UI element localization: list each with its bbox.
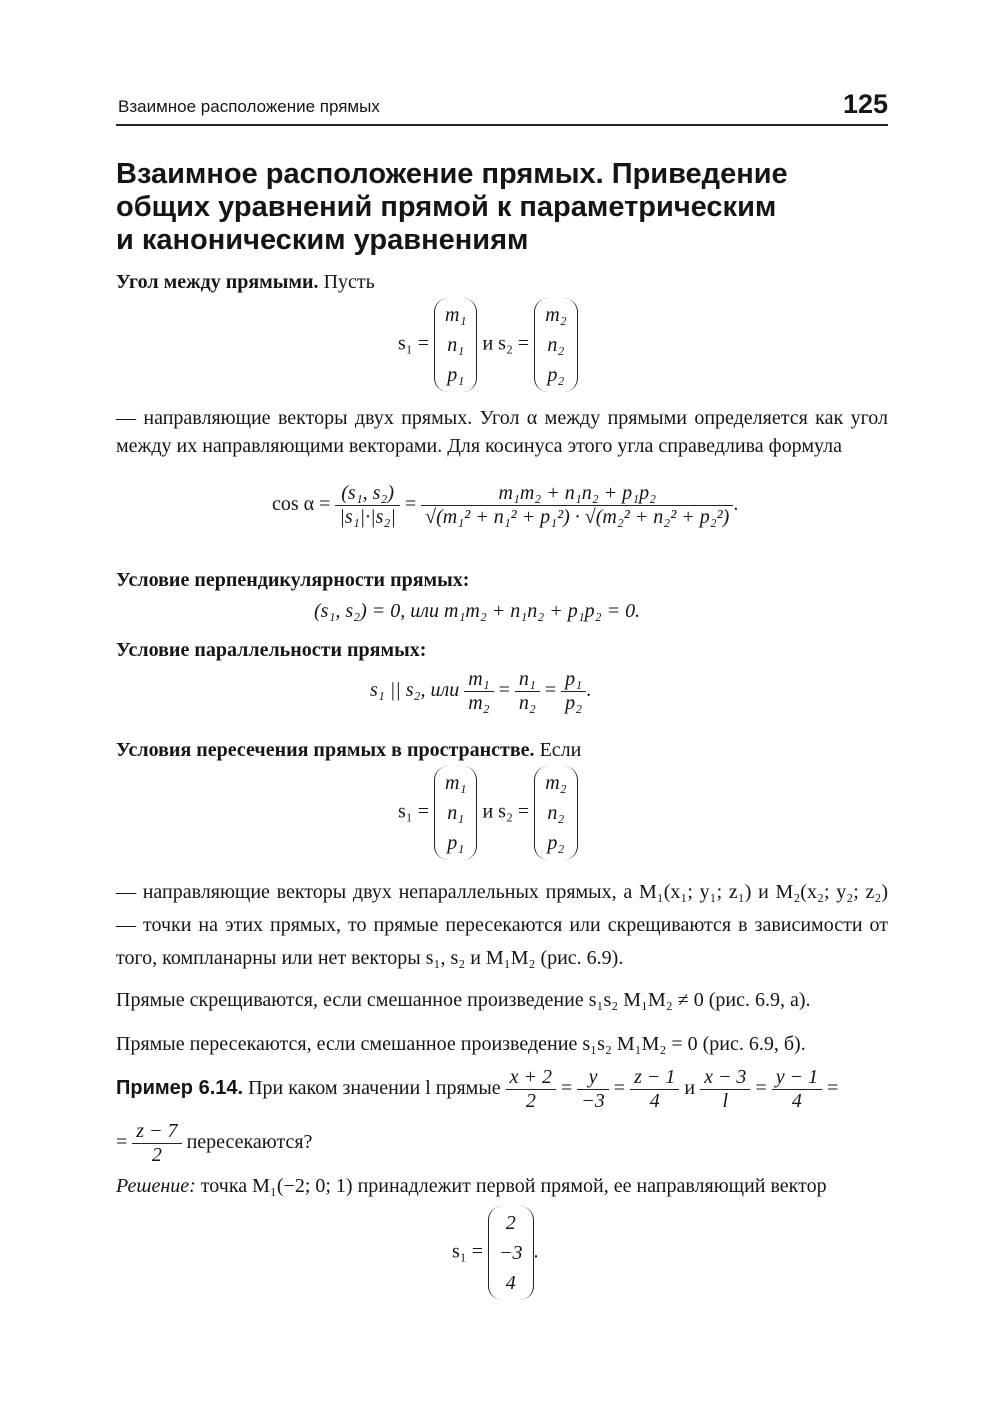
solution-line: [116, 1172, 888, 1200]
cos-formula: cos α = $\frac{\text{(s₁, s₂)}}{\text{|s₁|·|s₂|}}$ = $\frac{\text{m₁m₂ + n₁n₂ + p₁p₂}}{\text{√(m₁² + n₁² + p₁²) · √(m₂² + n₂² + p₂²)}}$ .: [272, 482, 739, 528]
matrix-entry: m₁: [445, 772, 467, 794]
equals-sign: =: [404, 493, 417, 516]
solution-text: точка M₁(−2; 0; 1) принадлежит первой прямой, ее направляющий вектор: [200, 1175, 827, 1197]
matrix-entry: −3: [499, 1242, 523, 1264]
equals-sign: =: [498, 679, 510, 702]
fraction-numerator: m₁: [464, 668, 493, 692]
s1-matrix: [488, 1206, 534, 1300]
matrix-entry: n₁: [447, 802, 465, 824]
angle-intro-line: [116, 268, 888, 296]
header-rule: [116, 124, 888, 126]
angle-text: — направляющие векторы двух прямых. Угол α между прямыми определяется как угол между их направляющими векторами. Для косинуса этого угла справедлива формула: [116, 407, 888, 457]
fraction-numerator: x − 3: [700, 1066, 750, 1090]
page-number: 125: [842, 89, 888, 119]
section-title-line: и каноническим уравнениям: [116, 224, 529, 256]
parallel-fraction-n: [515, 668, 540, 715]
matrix-entry: n₂: [547, 334, 565, 356]
fraction-denominator: 4: [791, 1090, 802, 1112]
fraction-denominator: −3: [581, 1090, 605, 1112]
s1-matrix: [434, 298, 477, 392]
s2-label: s₂ =: [498, 332, 530, 355]
s2-label: s₂ =: [498, 800, 530, 823]
matrix-entry: n₁: [447, 334, 465, 356]
s2-matrix: [534, 298, 577, 392]
skew-condition: Прямые скрещиваются, если смешанное произведение s₁s₂ M₁M₂ ≠ 0 (рис. 6.9, а).: [116, 989, 811, 1011]
fraction-numerator: m₁m₂ + n₁n₂ + p₁p₂: [421, 482, 733, 506]
perpendicular-heading: Условие перпендикулярности прямых:: [116, 569, 470, 591]
cos-fraction-1: [335, 482, 399, 529]
fraction-numerator: y: [577, 1066, 609, 1090]
matrix-entry: p₁: [447, 832, 465, 854]
example-line: Пример 6.14. При каком значении l прямые $\frac{x + 2}{2}$ = $\frac{y}{-3}$ = $\frac{z - 1}{4}$ и $\frac{x - 3}{l}$ = $\frac{y - 1}{4}$ =: [116, 1066, 839, 1112]
matrix-entry: m₂: [545, 304, 567, 326]
parallel-formula: s₁ || s₂, или $\frac{\text{m₁}}{\text{m₂}}$ = $\frac{\text{n₁}}{\text{n₂}}$ = $\frac{\text{p₁}}{\text{p₂}}$ .: [370, 668, 592, 714]
fraction-denominator: m₂: [468, 692, 490, 714]
and-word: и: [482, 800, 494, 823]
fraction-denominator: |s₁|·|s₂|: [339, 506, 396, 528]
cos-fraction-2: [421, 482, 733, 529]
fraction-numerator: y − 1: [772, 1066, 822, 1090]
solution-label: Решение:: [116, 1175, 196, 1197]
s1-label: s₁ =: [398, 332, 430, 355]
vectors-formula-1: [398, 298, 578, 392]
line1-fraction-x: [506, 1066, 556, 1113]
matrix-entry: p₂: [547, 364, 565, 386]
intersection-intro-line: [116, 736, 888, 764]
fraction-numerator: (s₁, s₂): [335, 482, 399, 506]
matrix-entry: 4: [505, 1272, 516, 1294]
angle-intro: Пусть: [323, 271, 375, 293]
section-title: [116, 158, 896, 257]
fraction-denominator: 2: [151, 1144, 162, 1166]
cos-lhs: cos α =: [272, 493, 331, 516]
and-word: и: [482, 332, 494, 355]
line1-fraction-y: [577, 1066, 609, 1113]
example-question: При каком значении l прямые: [248, 1077, 501, 1100]
fraction-denominator: l: [722, 1090, 729, 1112]
line2-fraction-x: [700, 1066, 750, 1113]
s1-label: s₁ =: [398, 800, 430, 823]
fraction-denominator: √(m₁² + n₁² + p₁²) · √(m₂² + n₂² + p₂²): [425, 506, 730, 528]
vectors-formula-2: [398, 766, 578, 860]
s1-label: s₁ =: [452, 1240, 484, 1263]
fraction-numerator: z − 7: [132, 1120, 181, 1144]
line1-fraction-z: [630, 1066, 679, 1113]
fraction-numerator: z − 1: [630, 1066, 679, 1090]
example-line-2: = $\frac{z - 7}{2}$ пересекаются?: [116, 1120, 313, 1166]
fraction-denominator: p₂: [565, 692, 583, 714]
fraction-denominator: 4: [649, 1090, 660, 1112]
line2-fraction-y: [772, 1066, 822, 1113]
matrix-entry: p₂: [547, 832, 565, 854]
parallel-lhs: s₁ || s₂, или: [370, 679, 460, 702]
matrix-entry: n₂: [547, 802, 565, 824]
and-word: и: [684, 1077, 696, 1100]
section-title-line: общих уравнений прямой к параметрическим: [116, 191, 777, 223]
intersection-intro: Если: [539, 739, 582, 761]
fraction-numerator: p₁: [561, 668, 586, 692]
fraction-numerator: x + 2: [506, 1066, 556, 1090]
s1-matrix: [434, 766, 477, 860]
matrix-entry: p₁: [447, 364, 465, 386]
fraction-denominator: 2: [525, 1090, 536, 1112]
line2-fraction-z: [132, 1120, 181, 1167]
s2-matrix: [534, 766, 577, 860]
section-title-line: Взаимное расположение прямых. Приведение: [116, 158, 788, 190]
solution-vector: s₁ = 2 −3 4.: [452, 1206, 539, 1300]
matrix-entry: 2: [505, 1212, 516, 1234]
parallel-fraction-m: [464, 668, 493, 715]
example-label: Пример 6.14.: [116, 1077, 244, 1100]
parallel-heading: Условие параллельности прямых:: [116, 639, 427, 661]
running-header: Взаимное расположение прямых: [118, 97, 380, 116]
fraction-denominator: n₂: [518, 692, 536, 714]
parallel-fraction-p: [561, 668, 586, 715]
intersection-text: — направляющие векторы двух непараллельных прямых, а M₁(x₁; y₁; z₁) и M₂(x₂; y₂; z₂) — точки на этих прямых, то прямые пересекаются или скрещиваются в зависимости от того, компланарны или нет векторы s₁, s₂ и M₁M₂ (рис. 6.9).: [116, 881, 888, 969]
matrix-entry: m₂: [545, 772, 567, 794]
equals-sign: =: [544, 679, 557, 702]
example-tail: пересекаются?: [186, 1131, 313, 1154]
matrix-entry: m₁: [445, 304, 467, 326]
angle-heading: Угол между прямыми.: [116, 271, 319, 293]
intersection-heading: Условия пересечения прямых в пространстве.: [116, 739, 535, 761]
fraction-numerator: n₁: [515, 668, 540, 692]
intersect-condition: Прямые пересекаются, если смешанное произведение s₁s₂ M₁M₂ = 0 (рис. 6.9, б).: [116, 1033, 806, 1055]
perpendicular-formula: (s₁, s₂) = 0, или m₁m₂ + n₁n₂ + p₁p₂ = 0.: [314, 600, 641, 622]
